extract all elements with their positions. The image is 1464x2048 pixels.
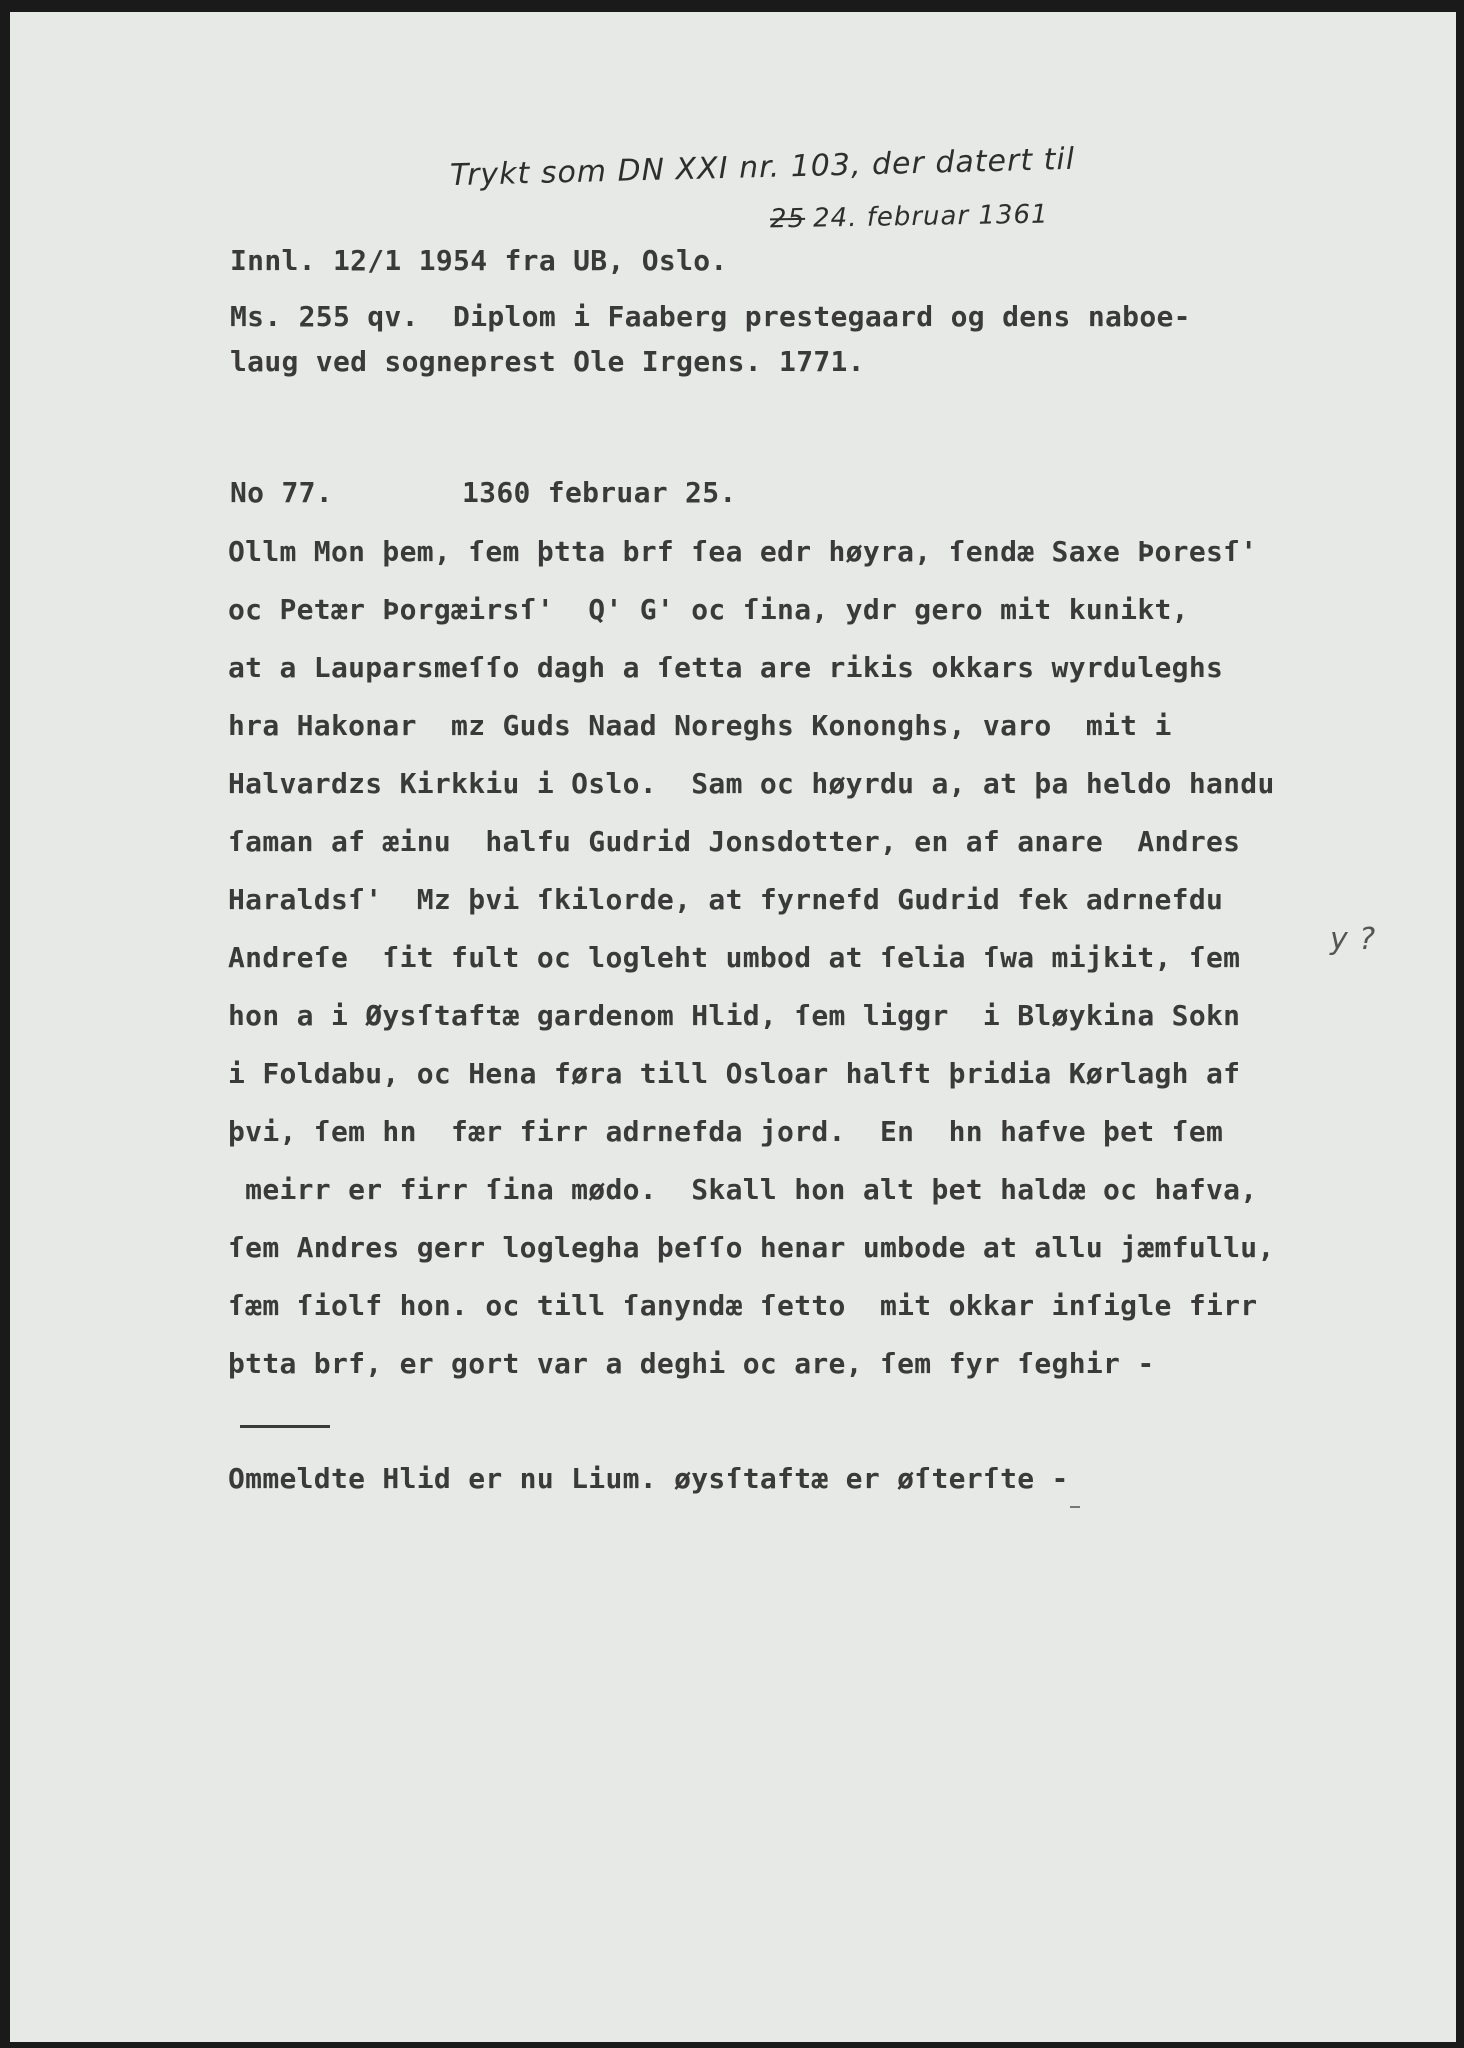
- body-line: Ollm Mon þem, ſem þtta brf ſea edr høyra, ſendæ Saxe Þoresſ': [228, 535, 1258, 568]
- body-line: meirr er firr ſina mødo. Skall hon alt þet haldæ oc hafva,: [228, 1173, 1258, 1206]
- manuscript-line-1: Ms. 255 qv. Diplom i Faaberg prestegaard og dens naboe-: [230, 300, 1191, 333]
- body-line: Halvardzs Kirkkiu i Oslo. Sam oc høyrdu a, at þa heldo handu: [228, 767, 1275, 800]
- body-line: þtta brf, er gort var a deghi oc are, ſem fyr ſeghir -: [228, 1347, 1155, 1380]
- body-line: oc Petær Þorgæirsſ' Q' G' oc ſina, ydr gero mit kunikt,: [228, 593, 1189, 626]
- margin-annotation: y ?: [1330, 922, 1377, 957]
- footnote: Ommeldte Hlid er nu Lium. øysſtaftæ er øſterſte -: [228, 1462, 1069, 1495]
- body-line: i Foldabu, oc Hena føra till Osloar halft þridia Kørlagh af: [228, 1057, 1241, 1090]
- corrected-date: 24. februar 1361: [812, 199, 1049, 234]
- entry-number: No 77.: [230, 476, 333, 509]
- body-line: ſem Andres gerr loglegha þeſſo henar umbode at allu jæmfullu,: [228, 1231, 1275, 1264]
- document-page: [10, 12, 1456, 2042]
- handwritten-note-line-1: Trykt som DN XXI nr. 103, der datert til: [449, 141, 1076, 194]
- body-line: at a Lauparsmeſſo dagh a ſetta are rikis okkars wyrduleghs: [228, 651, 1224, 684]
- entry-date: 1360 februar 25.: [462, 476, 737, 509]
- stray-dash-mark: [1070, 1506, 1080, 1508]
- body-line: hon a i Øysſtaftæ gardenom Hlid, ſem liggr i Bløykina Sokn: [228, 999, 1241, 1032]
- received-line: Innl. 12/1 1954 fra UB, Oslo.: [230, 244, 728, 277]
- body-line: Haraldsſ' Mz þvi ſkilorde, at fyrnefd Gudrid fek adrnefdu: [228, 883, 1224, 916]
- body-line: þvi, ſem hn fær firr adrnefda jord. En hn hafve þet ſem: [228, 1115, 1224, 1148]
- body-line: hra Hakonar mz Guds Naad Noreghs Kononghs, varo mit i: [228, 709, 1172, 742]
- manuscript-line-2: laug ved sogneprest Ole Irgens. 1771.: [230, 345, 865, 378]
- handwritten-note-line-2: [770, 200, 1049, 235]
- footnote-divider: [240, 1425, 330, 1428]
- struck-date: 25: [769, 203, 806, 235]
- body-line: Andreſe ſit fult oc logleht umbod at ſelia ſwa mijkit, ſem: [228, 941, 1241, 974]
- body-line: ſaman af æinu halfu Gudrid Jonsdotter, en af anare Andres: [228, 825, 1241, 858]
- body-line: ſæm ſiolf hon. oc till ſanyndæ ſetto mit okkar inſigle firr: [228, 1289, 1258, 1322]
